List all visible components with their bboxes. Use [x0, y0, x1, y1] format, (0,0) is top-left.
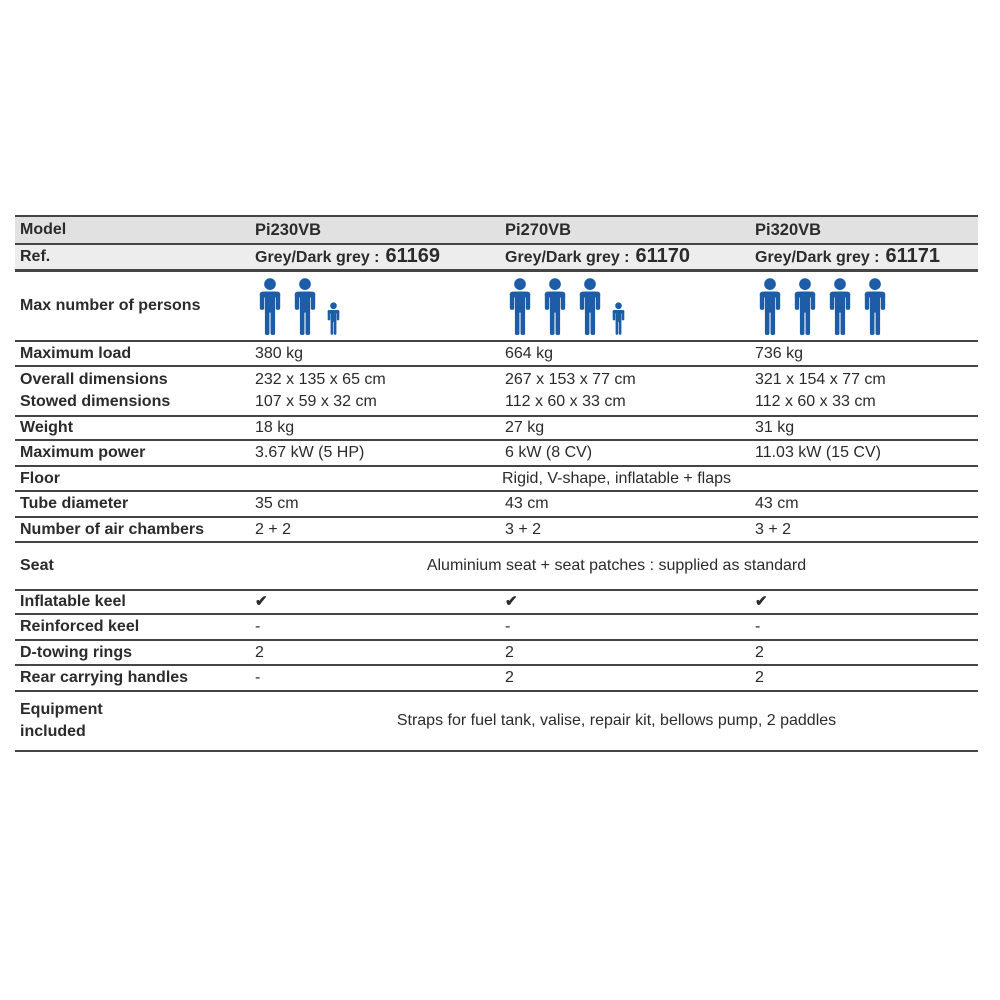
weight-value: 18 kg — [255, 419, 295, 436]
persons-cell-pi320vb — [755, 272, 978, 340]
row-reinforced-keel — [15, 615, 978, 641]
ref-cell — [505, 245, 755, 269]
air-chambers-value: 3 + 2 — [755, 520, 792, 538]
dimensions-label — [15, 367, 255, 415]
tube-diameter-value: 43 cm — [505, 495, 549, 512]
rear-carrying-handles-label: Rear carrying handles — [20, 669, 189, 686]
person-icon — [505, 278, 535, 335]
equipment-label-line1: Equipment — [20, 701, 103, 718]
reinforced-keel-label: Reinforced keel — [20, 618, 140, 635]
tube-diameter-label: Tube diameter — [20, 495, 129, 512]
equipment-label-line2: included — [20, 723, 86, 740]
persons-icon-group — [255, 272, 505, 340]
person-icon — [790, 278, 820, 335]
stowed-dimensions-value: 112 x 60 x 33 cm — [505, 393, 626, 410]
check-mark-icon: ✔ — [505, 593, 518, 610]
max-persons-label: Max number of persons — [20, 297, 201, 314]
row-model — [15, 217, 978, 245]
seat-value: Aluminium seat + seat patches : supplied as standard — [426, 557, 807, 574]
ref-color-label: Grey/Dark grey : — [255, 249, 380, 266]
check-mark-icon: ✔ — [755, 593, 768, 610]
reinforced-keel-value: - — [505, 618, 511, 635]
overall-dimensions-value: 267 x 153 x 77 cm — [505, 371, 636, 388]
rear-carrying-handles-value: 2 — [505, 669, 514, 686]
d-towing-rings-label: D-towing rings — [20, 643, 132, 661]
maximum-power-value: 3.67 kW (5 HP) — [255, 444, 365, 461]
persons-cell-pi270vb — [505, 272, 755, 340]
model-row-label: Model — [20, 221, 67, 238]
floor-value: Rigid, V-shape, inflatable + flaps — [501, 469, 732, 487]
overall-dimensions-label: Overall dimensions — [20, 371, 168, 388]
maximum-load-value: 736 kg — [755, 344, 804, 362]
rear-carrying-handles-value: 2 — [755, 669, 764, 686]
row-maximum-power — [15, 441, 978, 467]
person-icon — [755, 278, 785, 335]
row-inflatable-keel — [15, 591, 978, 615]
ref-cell — [255, 245, 505, 269]
boat-spec-table — [15, 215, 978, 752]
row-rear-carrying-handles — [15, 666, 978, 692]
overall-dimensions-value: 321 x 154 x 77 cm — [755, 371, 886, 388]
maximum-power-value: 6 kW (8 CV) — [505, 444, 593, 461]
maximum-load-value: 664 kg — [505, 344, 554, 362]
ref-number: 61171 — [885, 245, 941, 267]
rear-carrying-handles-value: - — [255, 669, 261, 686]
stowed-dimensions-label: Stowed dimensions — [20, 393, 171, 410]
row-ref — [15, 245, 978, 272]
person-icon — [825, 278, 855, 335]
person-icon — [255, 278, 285, 335]
dimensions-value — [255, 367, 505, 415]
seat-label: Seat — [20, 557, 54, 574]
equipment-included-label — [15, 692, 255, 750]
ref-row-label: Ref. — [20, 248, 51, 265]
weight-value: 27 kg — [505, 419, 545, 436]
floor-label: Floor — [20, 469, 60, 487]
row-maximum-load — [15, 342, 978, 367]
dimensions-value — [505, 367, 755, 415]
row-floor — [15, 467, 978, 492]
reinforced-keel-value: - — [255, 618, 261, 635]
row-max-persons — [15, 272, 978, 342]
person-icon — [860, 278, 890, 335]
person-icon — [325, 302, 342, 335]
stowed-dimensions-value: 107 x 59 x 32 cm — [255, 393, 377, 410]
row-air-chambers — [15, 518, 978, 543]
row-tube-diameter — [15, 492, 978, 518]
dimensions-value — [755, 367, 978, 415]
ref-color-label: Grey/Dark grey : — [755, 249, 880, 266]
reinforced-keel-value: - — [755, 618, 761, 635]
air-chambers-value: 3 + 2 — [505, 520, 542, 538]
overall-dimensions-value: 232 x 135 x 65 cm — [255, 371, 386, 388]
equipment-included-value: Straps for fuel tank, valise, repair kit, bellows pump, 2 paddles — [396, 712, 837, 729]
row-dimensions — [15, 367, 978, 417]
persons-icon-group — [755, 272, 978, 340]
row-seat — [15, 543, 978, 591]
inflatable-keel-label: Inflatable keel — [20, 593, 126, 610]
row-equipment-included — [15, 692, 978, 752]
model-name-pi230vb: Pi230VB — [255, 221, 322, 239]
persons-cell-pi230vb — [255, 272, 505, 340]
person-icon — [540, 278, 570, 335]
persons-icon-group — [505, 272, 755, 340]
stowed-dimensions-value: 112 x 60 x 33 cm — [755, 393, 876, 410]
model-name-pi270vb: Pi270VB — [505, 221, 572, 239]
check-mark-icon: ✔ — [255, 593, 268, 610]
row-weight — [15, 417, 978, 441]
person-icon — [610, 302, 627, 335]
maximum-power-label: Maximum power — [20, 444, 146, 461]
model-name-pi320vb: Pi320VB — [755, 221, 822, 239]
tube-diameter-value: 35 cm — [255, 495, 299, 512]
d-towing-rings-value: 2 — [255, 643, 264, 661]
ref-number: 61169 — [385, 245, 441, 267]
person-icon — [575, 278, 605, 335]
ref-color-label: Grey/Dark grey : — [505, 249, 630, 266]
ref-cell — [755, 245, 978, 269]
air-chambers-value: 2 + 2 — [255, 520, 292, 538]
weight-label: Weight — [20, 419, 74, 436]
air-chambers-label: Number of air chambers — [20, 520, 205, 538]
maximum-load-value: 380 kg — [255, 344, 304, 362]
maximum-power-value: 11.03 kW (15 CV) — [755, 444, 881, 461]
maximum-load-label: Maximum load — [20, 344, 132, 362]
ref-number: 61170 — [635, 245, 691, 267]
row-d-towing-rings — [15, 641, 978, 666]
weight-value: 31 kg — [755, 419, 795, 436]
d-towing-rings-value: 2 — [505, 643, 514, 661]
tube-diameter-value: 43 cm — [755, 495, 799, 512]
person-icon — [290, 278, 320, 335]
d-towing-rings-value: 2 — [755, 643, 764, 661]
